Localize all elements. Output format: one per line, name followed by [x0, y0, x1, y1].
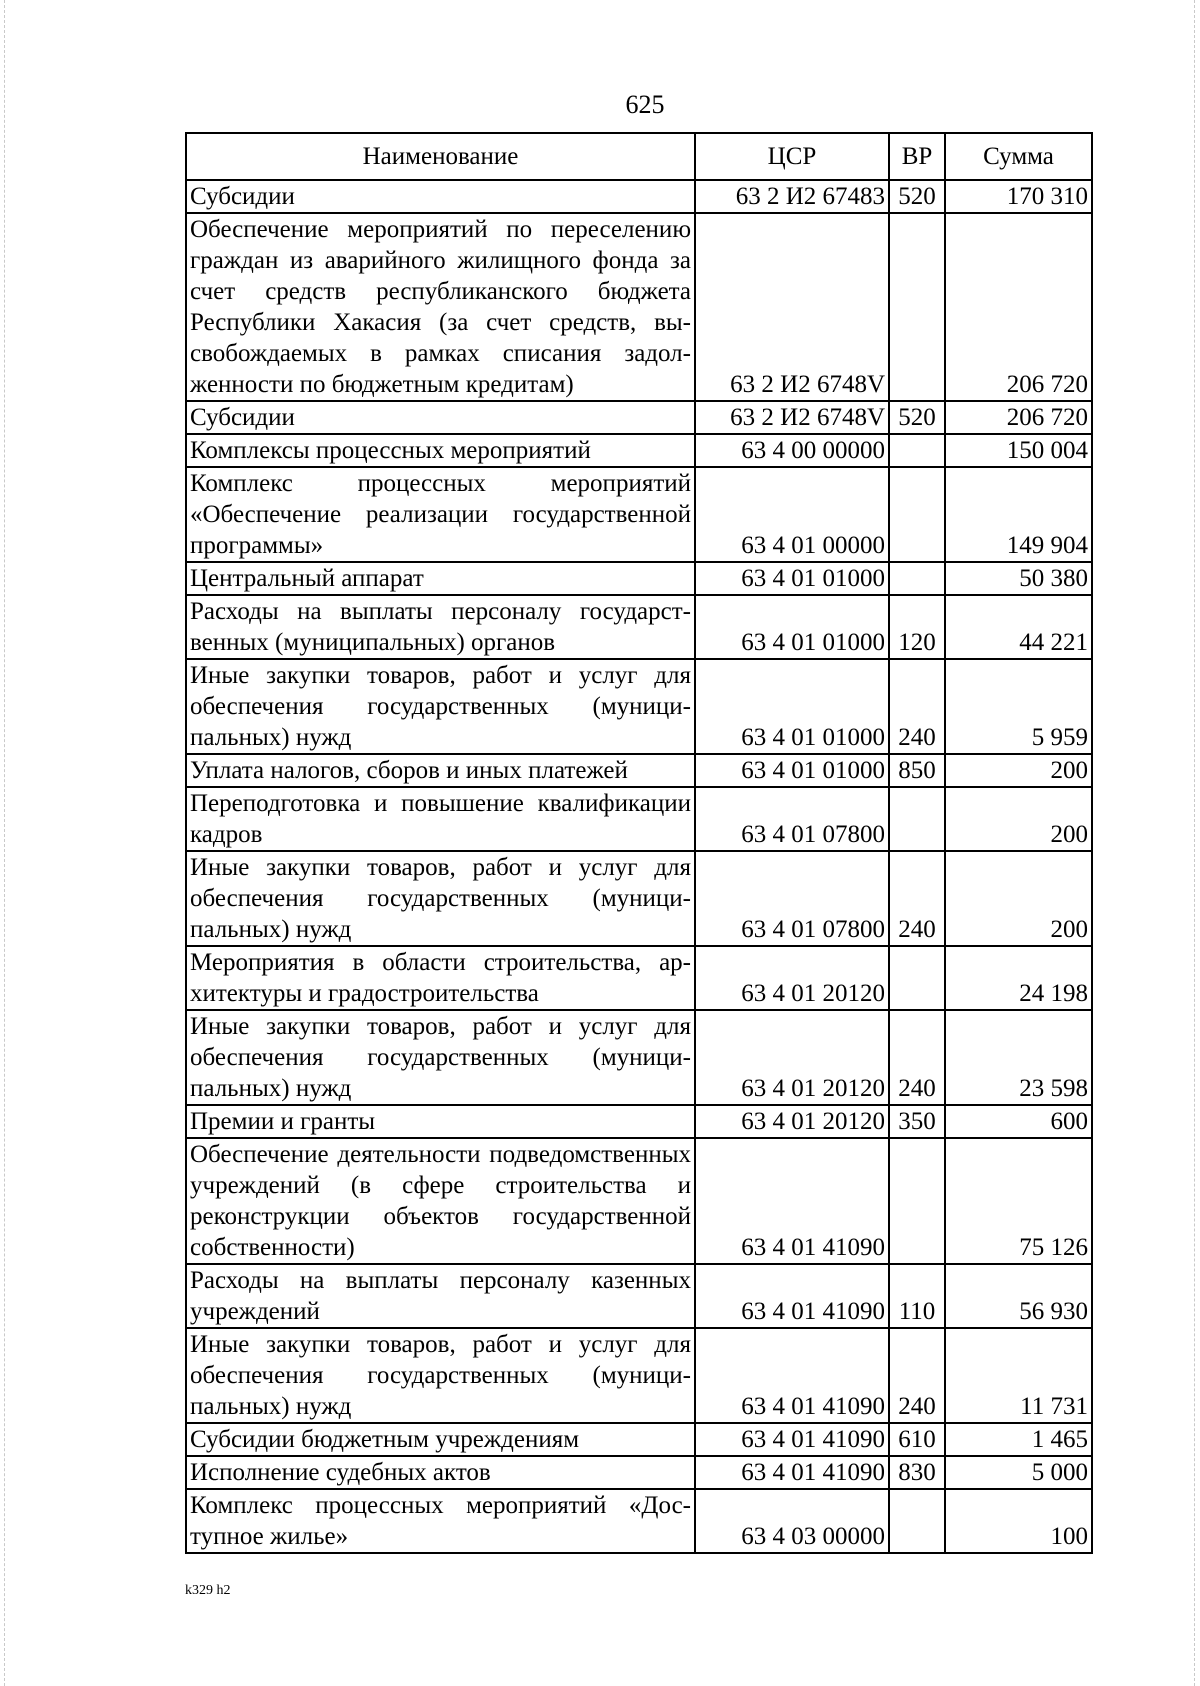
table-row	[186, 213, 1092, 401]
row-name: Расходы на выплаты персоналу государственных (муниципальных) органов	[186, 595, 695, 659]
table-row	[186, 1456, 1092, 1489]
table-row	[186, 1105, 1092, 1138]
table-row	[186, 946, 1092, 1010]
table-row	[186, 1328, 1092, 1423]
row-csr: 63 4 01 41090	[695, 1423, 889, 1456]
row-csr: 63 4 01 07800	[695, 787, 889, 851]
table-row	[186, 1423, 1092, 1456]
row-csr: 63 4 01 41090	[695, 1456, 889, 1489]
row-name: Иные закупки товаров, работ и услуг для обеспечения государственных (муниципальных) нужд	[186, 851, 695, 946]
row-vr	[889, 1138, 945, 1264]
row-sum: 50 380	[945, 562, 1092, 595]
row-vr: 830	[889, 1456, 945, 1489]
row-sum: 75 126	[945, 1138, 1092, 1264]
row-sum: 200	[945, 754, 1092, 787]
row-csr: 63 4 01 41090	[695, 1264, 889, 1328]
header-sum: Сумма	[945, 133, 1092, 180]
row-name: Переподготовка и повышение квалификации кадров	[186, 787, 695, 851]
row-name: Исполнение судебных актов	[186, 1456, 695, 1489]
table-row	[186, 1010, 1092, 1105]
header-vr: ВР	[889, 133, 945, 180]
row-name: Иные закупки товаров, работ и услуг для обеспечения государственных (муниципальных) нужд	[186, 1010, 695, 1105]
table-row	[186, 180, 1092, 213]
row-vr: 520	[889, 180, 945, 213]
row-csr: 63 4 01 01000	[695, 754, 889, 787]
table-row	[186, 434, 1092, 467]
row-sum: 56 930	[945, 1264, 1092, 1328]
row-vr: 240	[889, 659, 945, 754]
table-row	[186, 1138, 1092, 1264]
row-sum: 100	[945, 1489, 1092, 1553]
row-vr	[889, 213, 945, 401]
row-vr	[889, 1489, 945, 1553]
table-row	[186, 1264, 1092, 1328]
row-csr: 63 4 01 01000	[695, 595, 889, 659]
table-row	[186, 467, 1092, 562]
row-csr: 63 4 01 01000	[695, 659, 889, 754]
row-name: Премии и гранты	[186, 1105, 695, 1138]
row-name: Субсидии	[186, 180, 695, 213]
row-csr: 63 2 И2 67483	[695, 180, 889, 213]
row-csr: 63 4 01 07800	[695, 851, 889, 946]
row-vr	[889, 562, 945, 595]
row-vr	[889, 946, 945, 1010]
row-name: Субсидии	[186, 401, 695, 434]
row-sum: 170 310	[945, 180, 1092, 213]
header-name: Наименование	[186, 133, 695, 180]
row-sum: 150 004	[945, 434, 1092, 467]
row-name: Обеспечение деятельности подведомственных учреждений (в сфере строительства и реконструкции объектов государственной собственности)	[186, 1138, 695, 1264]
row-csr: 63 2 И2 6748V	[695, 213, 889, 401]
table-row	[186, 787, 1092, 851]
row-csr: 63 4 01 20120	[695, 1010, 889, 1105]
row-csr: 63 4 01 20120	[695, 946, 889, 1010]
row-sum: 23 598	[945, 1010, 1092, 1105]
row-vr: 120	[889, 595, 945, 659]
row-sum: 206 720	[945, 401, 1092, 434]
row-sum: 24 198	[945, 946, 1092, 1010]
row-csr: 63 4 00 00000	[695, 434, 889, 467]
row-vr: 240	[889, 1010, 945, 1105]
scan-edge-left	[4, 0, 6, 1686]
row-vr: 850	[889, 754, 945, 787]
row-csr: 63 2 И2 6748V	[695, 401, 889, 434]
table-row	[186, 401, 1092, 434]
row-vr: 110	[889, 1264, 945, 1328]
table-header-row	[186, 133, 1092, 180]
table-row	[186, 754, 1092, 787]
row-name: Иные закупки товаров, работ и услуг для обеспечения государственных (муниципальных) нужд	[186, 659, 695, 754]
row-vr	[889, 434, 945, 467]
row-vr: 240	[889, 851, 945, 946]
row-csr: 63 4 01 20120	[695, 1105, 889, 1138]
budget-table	[185, 132, 1093, 1554]
row-csr: 63 4 01 00000	[695, 467, 889, 562]
row-csr: 63 4 01 41090	[695, 1138, 889, 1264]
table-row	[186, 595, 1092, 659]
row-name: Обеспечение мероприятий по переселению граждан из аварийного жилищного фонда за счет средств республиканского бюджета Республики Хакасия (за счет средств, высвобождаемых в рамках списания задолженности по бюджетным кредитам)	[186, 213, 695, 401]
table-body	[186, 180, 1092, 1553]
row-sum: 44 221	[945, 595, 1092, 659]
row-vr: 610	[889, 1423, 945, 1456]
page-number: 625	[625, 90, 665, 119]
header-csr: ЦСР	[695, 133, 889, 180]
row-vr: 520	[889, 401, 945, 434]
row-name: Мероприятия в области строительства, архитектуры и градостроительства	[186, 946, 695, 1010]
row-csr: 63 4 01 01000	[695, 562, 889, 595]
row-vr: 350	[889, 1105, 945, 1138]
row-sum: 5 000	[945, 1456, 1092, 1489]
row-name: Субсидии бюджетным учреждениям	[186, 1423, 695, 1456]
row-vr: 240	[889, 1328, 945, 1423]
row-name: Комплекс процессных мероприятий «Доступное жилье»	[186, 1489, 695, 1553]
row-name: Иные закупки товаров, работ и услуг для обеспечения государственных (муниципальных) нужд	[186, 1328, 695, 1423]
footer-code: k329 h2	[185, 1583, 231, 1598]
row-sum: 600	[945, 1105, 1092, 1138]
row-sum: 1 465	[945, 1423, 1092, 1456]
row-name: Расходы на выплаты персоналу казенных учреждений	[186, 1264, 695, 1328]
row-sum: 149 904	[945, 467, 1092, 562]
row-csr: 63 4 01 41090	[695, 1328, 889, 1423]
row-name: Комплекс процессных мероприятий «Обеспечение реализации государственной программы»	[186, 467, 695, 562]
row-name: Уплата налогов, сборов и иных платежей	[186, 754, 695, 787]
row-sum: 200	[945, 851, 1092, 946]
scan-edge-right	[1194, 0, 1196, 1686]
row-name: Комплексы процессных мероприятий	[186, 434, 695, 467]
row-vr	[889, 467, 945, 562]
row-csr: 63 4 03 00000	[695, 1489, 889, 1553]
row-sum: 206 720	[945, 213, 1092, 401]
table-row	[186, 562, 1092, 595]
row-sum: 11 731	[945, 1328, 1092, 1423]
row-vr	[889, 787, 945, 851]
table-row	[186, 1489, 1092, 1553]
table-row	[186, 851, 1092, 946]
row-sum: 5 959	[945, 659, 1092, 754]
table-row	[186, 659, 1092, 754]
row-name: Центральный аппарат	[186, 562, 695, 595]
row-sum: 200	[945, 787, 1092, 851]
